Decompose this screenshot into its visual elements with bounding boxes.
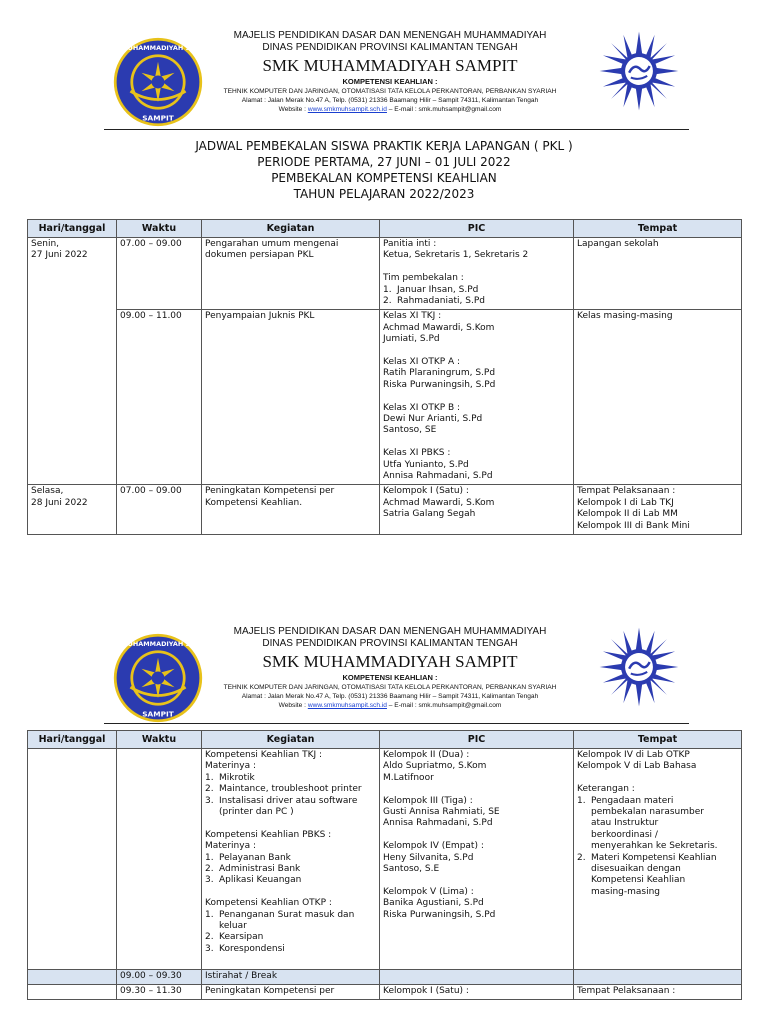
cell-pic	[380, 310, 574, 485]
cell-waktu: 07.00 – 09.00	[117, 238, 202, 310]
cell-kegiatan: Peningkatan Kompetensi per	[202, 985, 380, 1000]
pic-line: Achmad Mawardi, S.Kom	[383, 322, 495, 333]
cell-kegiatan: Penyampaian Juknis PKL	[202, 310, 380, 485]
list-number: 2.	[205, 932, 214, 943]
day-name: Selasa,	[31, 486, 64, 497]
cell-waktu	[117, 749, 202, 970]
cell-hari	[28, 749, 117, 970]
title-line-4: TAHUN PELAJARAN 2022/2023	[293, 187, 475, 201]
school-name: SMK MUHAMMADIYAH SAMPIT	[262, 56, 518, 75]
table-row-break	[28, 969, 742, 984]
col-header-hari: Hari/tanggal	[28, 731, 117, 749]
col-header-waktu: Waktu	[117, 220, 202, 238]
place-line: Kelompok I di Lab TKJ	[577, 497, 674, 508]
list-number: 3.	[205, 795, 214, 806]
date: 28 Juni 2022	[31, 497, 88, 508]
pic-line: Dewi Nur Arianti, S.Pd	[383, 414, 483, 425]
material-item: Mikrotik	[219, 772, 255, 783]
activity-line: Kompetensi Keahlian.	[205, 497, 303, 508]
pic-line: Achmad Mawardi, S.Kom	[383, 497, 495, 508]
cell-pic: Kelompok I (Satu) :	[380, 985, 574, 1000]
document-page-2	[0, 608, 768, 1024]
pic-line: Aldo Supriatmo, S.Kom	[383, 761, 487, 772]
schedule-table-page-2	[27, 730, 742, 1000]
material-item: Penanganan Surat masuk dan keluar	[219, 909, 355, 932]
schedule-table-page-1	[27, 219, 742, 535]
activity-line: dokumen persiapan PKL	[205, 250, 314, 261]
day-name: Senin,	[31, 239, 60, 249]
pic-line: Kelompok V (Lima) :	[383, 886, 474, 897]
contact-line	[200, 701, 580, 710]
pic-line: M.Latifnoor	[383, 772, 434, 783]
pic-line: Annisa Rahmadani, S.Pd	[383, 818, 493, 829]
pic-line: Utfa Yunianto, S.Pd	[383, 459, 469, 470]
title-line-1: JADWAL PEMBEKALAN SISWA PRAKTIK KERJA LAPANGAN ( PKL )	[195, 139, 573, 153]
letterhead-line-2: DINAS PENDIDIKAN PROVINSI KALIMANTAN TENGAH	[262, 638, 518, 649]
table-header-row	[28, 731, 742, 749]
kompetensi-label: KOMPETENSI KEAHLIAN :	[342, 673, 438, 682]
material-item: Instalisasi driver atau software (printer dan PC )	[219, 795, 358, 818]
pic-line: Kelas XI OTKP A :	[383, 357, 461, 368]
cell-kegiatan	[202, 238, 380, 310]
place-line: Kelompok V di Lab Bahasa	[577, 761, 697, 772]
cell-kegiatan	[202, 749, 380, 970]
material-item: Aplikasi Keuangan	[219, 875, 302, 886]
title-line-2: PERIODE PERTAMA, 27 JUNI – 01 JULI 2022	[257, 155, 511, 169]
cell-tempat	[574, 969, 742, 984]
pic-line: Santoso, S.E	[383, 864, 440, 875]
col-header-waktu: Waktu	[117, 731, 202, 749]
address: Alamat : Jalan Merak No.47 A, Telp. (0531) 21336 Baamang Hilir – Sampit 74311, Kalimantan Tengah	[241, 693, 539, 700]
kompetensi-list: TEHNIK KOMPUTER DAN JARINGAN, OTOMATISASI TATA KELOLA PERKANTORAN, PERBANKAN SYARIAH	[223, 88, 557, 95]
table-row	[28, 238, 742, 310]
cell-pic	[380, 238, 574, 310]
list-number: 2.	[205, 784, 214, 795]
activity-line: Materinya :	[205, 761, 256, 772]
letterhead-text	[200, 30, 580, 114]
material-item: Maintance, troubleshoot printer	[219, 784, 362, 795]
activity-line: Peningkatan Kompetensi per	[205, 486, 335, 497]
website-link[interactable]: www.smkmuhsampit.sch.id	[307, 702, 387, 709]
cell-tempat	[574, 749, 742, 970]
col-header-pic: PIC	[380, 731, 574, 749]
list-number: 1.	[383, 284, 392, 295]
cell-pic	[380, 485, 574, 535]
material-item: Korespondensi	[219, 943, 285, 954]
col-header-tempat: Tempat	[574, 220, 742, 238]
activity-line: Kompetensi Keahlian OTKP :	[205, 898, 332, 909]
pic-line: Tim pembekalan :	[383, 273, 464, 284]
pic-line: Santoso, SE	[383, 425, 437, 436]
cell-hari	[28, 485, 117, 535]
activity-line: Materinya :	[205, 841, 256, 852]
place-line: Tempat Pelaksanaan :	[577, 486, 676, 497]
pic-line: Gusti Annisa Rahmiati, SE	[383, 807, 500, 818]
address: Alamat : Jalan Merak No.47 A, Telp. (0531) 21336 Baamang Hilir – Sampit 74311, Kalimantan Tengah	[241, 97, 539, 104]
letterhead-text	[200, 626, 580, 710]
place-line: Kelompok III di Bank Mini	[577, 520, 690, 531]
cell-pic	[380, 969, 574, 984]
seal-text-bottom: SAMPIT	[142, 709, 174, 719]
pic-line: Ratih Plaraningrum, S.Pd	[383, 368, 496, 379]
note-label: Keterangan :	[577, 784, 635, 795]
pic-line: Banika Agustiani, S.Pd	[383, 898, 484, 909]
seal-text-bottom: SAMPIT	[142, 113, 174, 123]
kompetensi-label: KOMPETENSI KEAHLIAN :	[342, 77, 438, 86]
cell-hari	[28, 969, 117, 984]
pic-line: Kelas XI TKJ :	[383, 311, 442, 322]
list-number: 2.	[205, 864, 214, 875]
col-header-kegiatan: Kegiatan	[202, 731, 380, 749]
col-header-hari: Hari/tanggal	[28, 220, 117, 238]
school-seal-logo	[103, 36, 213, 128]
list-number: 3.	[205, 943, 214, 954]
list-number: 1.	[205, 852, 214, 863]
cell-hari	[28, 985, 117, 1000]
cell-kegiatan	[202, 485, 380, 535]
cell-waktu: 09.00 – 09.30	[117, 969, 202, 984]
letterhead-divider	[104, 129, 689, 130]
letterhead-divider	[104, 723, 689, 724]
material-item: Administrasi Bank	[219, 864, 301, 875]
cell-kegiatan: Istirahat / Break	[202, 969, 380, 984]
pic-line: Kelompok II (Dua) :	[383, 750, 470, 760]
pic-line: Riska Purwaningsih, S.Pd	[383, 379, 496, 390]
table-row	[28, 485, 742, 535]
material-item: Kearsipan	[219, 932, 264, 943]
cell-waktu: 09.30 – 11.30	[117, 985, 202, 1000]
table-header-row	[28, 220, 742, 238]
list-number: 1.	[205, 772, 214, 783]
table-row	[28, 310, 742, 485]
pic-name: Rahmadaniati, S.Pd	[397, 296, 485, 307]
kompetensi-list: TEHNIK KOMPUTER DAN JARINGAN, OTOMATISASI TATA KELOLA PERKANTORAN, PERBANKAN SYARIAH	[223, 684, 557, 691]
seal-text-top: SMK MUHAMMADIYAH SAMPIT	[103, 639, 213, 648]
cell-hari	[28, 238, 117, 485]
place-line: Kelompok II di Lab MM	[577, 509, 678, 520]
material-item: Pelayanan Bank	[219, 852, 291, 863]
list-number: 2.	[577, 852, 586, 863]
activity-line: Pengarahan umum mengenai	[205, 239, 339, 249]
pic-line: Jumiati, S.Pd	[383, 334, 440, 345]
website-link[interactable]: www.smkmuhsampit.sch.id	[307, 106, 387, 113]
date: 27 Juni 2022	[31, 250, 88, 261]
cell-tempat	[574, 485, 742, 535]
page-gap	[0, 578, 768, 608]
cell-tempat: Kelas masing-masing	[574, 310, 742, 485]
school-name: SMK MUHAMMADIYAH SAMPIT	[262, 652, 518, 671]
pic-line: Panitia inti :	[383, 239, 437, 249]
document-title-block	[0, 138, 768, 202]
seal-text-top: SMK MUHAMMADIYAH SAMPIT	[103, 43, 213, 52]
col-header-tempat: Tempat	[574, 731, 742, 749]
muhammadiyah-sun-logo	[598, 626, 680, 708]
col-header-pic: PIC	[380, 220, 574, 238]
list-number: 1.	[577, 795, 586, 806]
note-item: Materi Kompetensi Keahlian disesuaikan dengan Kompetensi Keahlian masing-masing	[591, 852, 717, 897]
list-number: 3.	[205, 875, 214, 886]
pic-line: Heny Silvanita, S.Pd	[383, 852, 474, 863]
place-line: Kelompok IV di Lab OTKP	[577, 750, 690, 760]
pic-line: Annisa Rahmadani, S.Pd	[383, 471, 493, 482]
website-label: Website :	[278, 106, 308, 113]
title-line-3: PEMBEKALAN KOMPETENSI KEAHLIAN	[271, 171, 497, 185]
email-text: – E-mail : smk.muhsampit@gmail.com	[386, 702, 502, 709]
pic-name: Januar Ihsan, S.Pd	[397, 284, 479, 295]
letterhead-line-2: DINAS PENDIDIKAN PROVINSI KALIMANTAN TENGAH	[262, 42, 518, 53]
cell-waktu: 09.00 – 11.00	[117, 310, 202, 485]
pic-line: Kelompok III (Tiga) :	[383, 795, 473, 806]
pic-line: Kelompok I (Satu) :	[383, 486, 469, 497]
email-text: – E-mail : smk.muhsampit@gmail.com	[386, 106, 502, 113]
cell-pic	[380, 749, 574, 970]
cell-tempat: Tempat Pelaksanaan :	[574, 985, 742, 1000]
pic-line: Satria Galang Segah	[383, 509, 476, 520]
letterhead-line-1: MAJELIS PENDIDIKAN DASAR DAN MENENGAH MUHAMMADIYAH	[233, 30, 547, 41]
pic-line: Kelas XI PBKS :	[383, 448, 451, 459]
letterhead	[0, 626, 768, 722]
cell-tempat: Lapangan sekolah	[574, 238, 742, 310]
letterhead	[0, 30, 768, 126]
cell-waktu: 07.00 – 09.00	[117, 485, 202, 535]
pic-line: Kelompok IV (Empat) :	[383, 841, 484, 852]
pic-line: Kelas XI OTKP B :	[383, 402, 461, 413]
letterhead-line-1: MAJELIS PENDIDIKAN DASAR DAN MENENGAH MUHAMMADIYAH	[233, 626, 547, 637]
school-seal-logo	[103, 632, 213, 724]
website-label: Website :	[278, 702, 308, 709]
activity-line: Kompetensi Keahlian TKJ :	[205, 750, 323, 760]
activity-line: Kompetensi Keahlian PBKS :	[205, 829, 332, 840]
col-header-kegiatan: Kegiatan	[202, 220, 380, 238]
list-number: 1.	[205, 909, 214, 920]
list-number: 2.	[383, 296, 392, 307]
pic-line: Riska Purwaningsih, S.Pd	[383, 909, 496, 920]
note-item: Pengadaan materi pembekalan narasumber atau Instruktur berkoordinasi / menyerahkan ke Sekretaris.	[591, 795, 718, 852]
table-row	[28, 749, 742, 970]
pic-line: Ketua, Sekretaris 1, Sekretaris 2	[383, 250, 529, 261]
table-row	[28, 985, 742, 1000]
contact-line	[200, 105, 580, 114]
muhammadiyah-sun-logo	[598, 30, 680, 112]
